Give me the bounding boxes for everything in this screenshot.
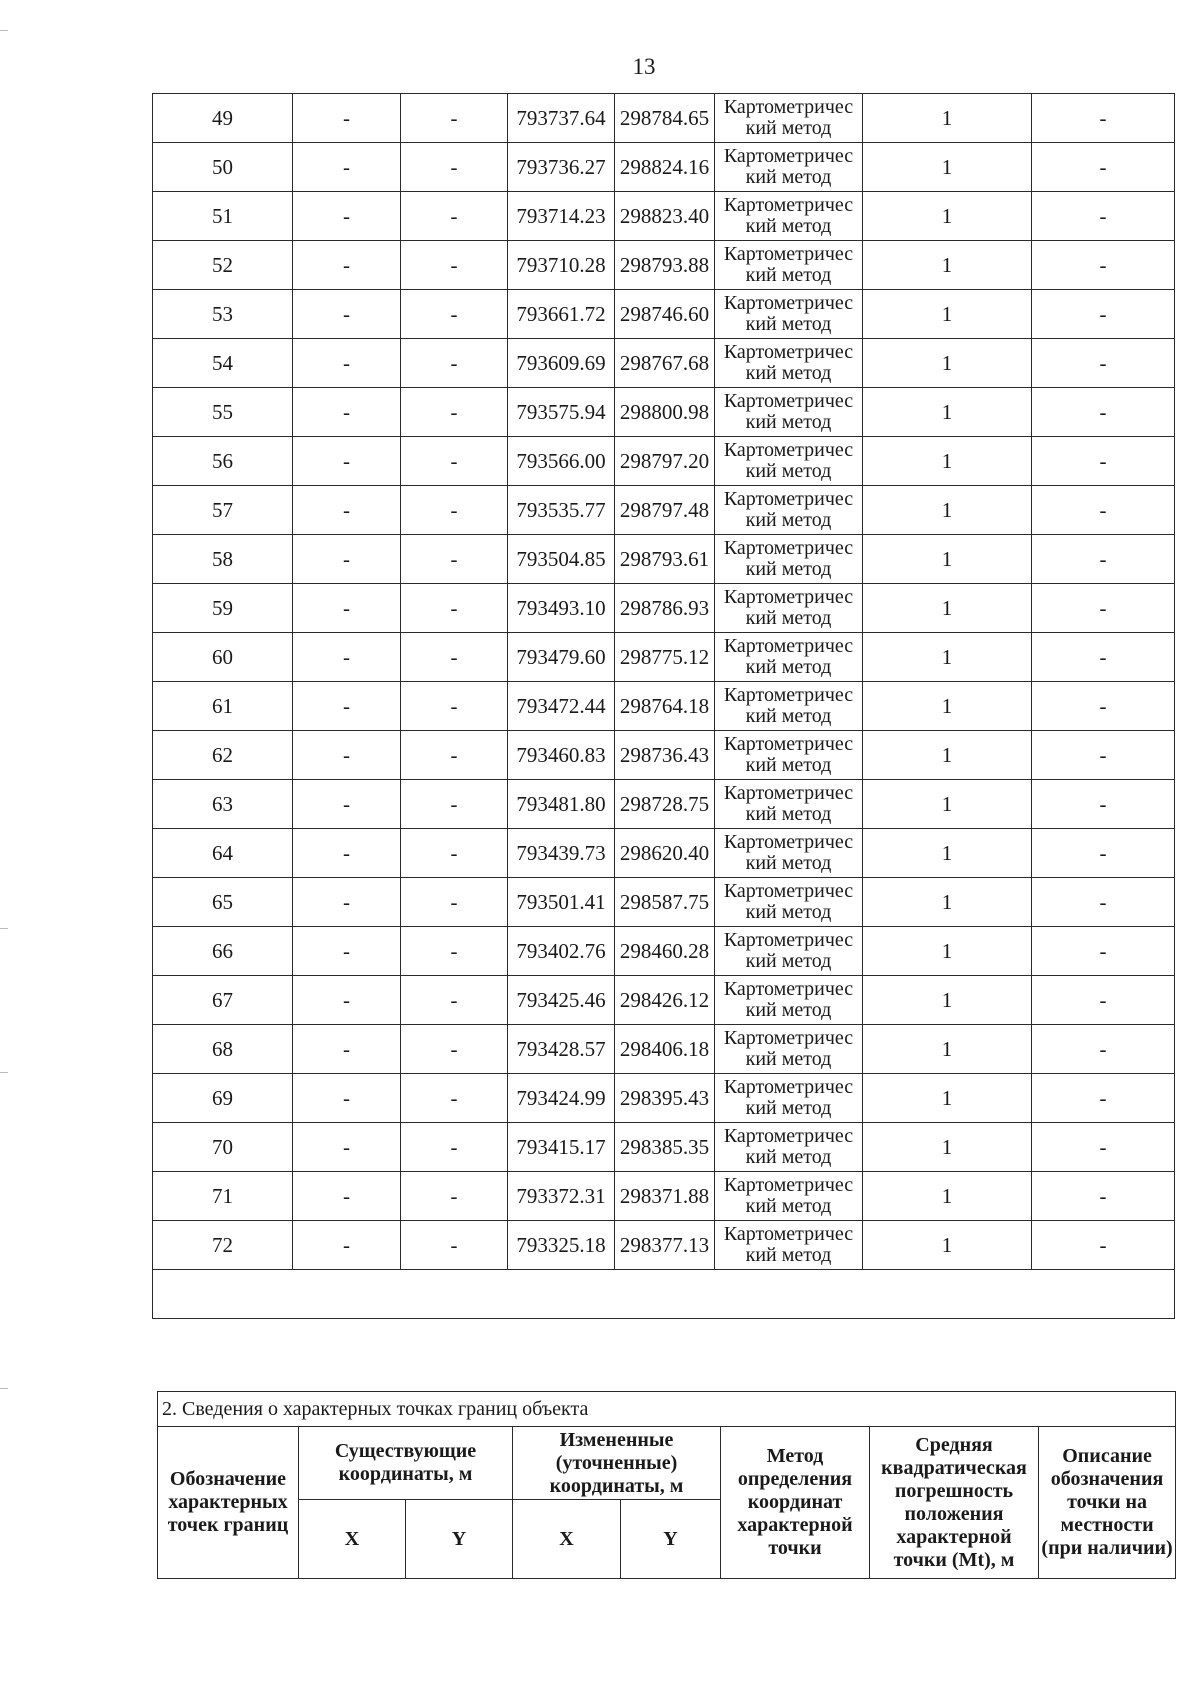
cell-changed-y: 298746.60 <box>615 290 715 339</box>
header-mean-error: Средняя квадратическая погрешность положения характерной точки (Mt), м <box>870 1427 1039 1579</box>
cell-point-number: 67 <box>153 976 293 1025</box>
cell-description: - <box>1032 1221 1175 1270</box>
cell-description: - <box>1032 682 1175 731</box>
cell-changed-y: 298587.75 <box>615 878 715 927</box>
cell-description: - <box>1032 192 1175 241</box>
table-row <box>153 339 1175 388</box>
cell-changed-x: 793566.00 <box>508 437 615 486</box>
cell-mean-error: 1 <box>863 633 1032 682</box>
cell-changed-x: 793575.94 <box>508 388 615 437</box>
cell-mean-error: 1 <box>863 927 1032 976</box>
table-row <box>153 927 1175 976</box>
cell-existing-y: - <box>401 1221 508 1270</box>
cell-method: Картометричес кий метод <box>715 1123 863 1172</box>
cell-changed-x: 793402.76 <box>508 927 615 976</box>
cell-mean-error: 1 <box>863 731 1032 780</box>
cell-mean-error: 1 <box>863 437 1032 486</box>
cell-changed-y: 298620.40 <box>615 829 715 878</box>
cell-changed-x: 793460.83 <box>508 731 615 780</box>
header-changed-x: X <box>513 1500 621 1579</box>
cell-mean-error: 1 <box>863 1074 1032 1123</box>
cell-mean-error: 1 <box>863 829 1032 878</box>
cell-method: Картометричес кий метод <box>715 829 863 878</box>
table-row <box>153 486 1175 535</box>
cell-method: Картометричес кий метод <box>715 927 863 976</box>
cell-changed-x: 793504.85 <box>508 535 615 584</box>
cell-existing-x: - <box>293 1172 401 1221</box>
cell-changed-x: 793372.31 <box>508 1172 615 1221</box>
cell-existing-x: - <box>293 535 401 584</box>
boundary-points-table <box>157 1391 1176 1579</box>
coordinates-table-continued <box>152 93 1175 1319</box>
cell-existing-y: - <box>401 486 508 535</box>
cell-method: Картометричес кий метод <box>715 388 863 437</box>
cell-changed-x: 793481.80 <box>508 780 615 829</box>
cell-method: Картометричес кий метод <box>715 437 863 486</box>
cell-changed-x: 793737.64 <box>508 94 615 143</box>
cell-description: - <box>1032 1074 1175 1123</box>
cell-method: Картометричес кий метод <box>715 1221 863 1270</box>
cell-existing-x: - <box>293 878 401 927</box>
cell-changed-x: 793710.28 <box>508 241 615 290</box>
cell-existing-y: - <box>401 731 508 780</box>
cell-description: - <box>1032 976 1175 1025</box>
cell-changed-y: 298786.93 <box>615 584 715 633</box>
cell-description: - <box>1032 535 1175 584</box>
table-row <box>153 584 1175 633</box>
cell-changed-x: 793415.17 <box>508 1123 615 1172</box>
cell-point-number: 68 <box>153 1025 293 1074</box>
cell-point-number: 53 <box>153 290 293 339</box>
cell-description: - <box>1032 290 1175 339</box>
cell-existing-x: - <box>293 290 401 339</box>
cell-existing-y: - <box>401 633 508 682</box>
cell-existing-x: - <box>293 1221 401 1270</box>
cell-point-number: 58 <box>153 535 293 584</box>
cell-changed-x: 793535.77 <box>508 486 615 535</box>
cell-changed-x: 793479.60 <box>508 633 615 682</box>
cell-existing-x: - <box>293 780 401 829</box>
cell-mean-error: 1 <box>863 878 1032 927</box>
cell-existing-x: - <box>293 486 401 535</box>
cell-changed-y: 298775.12 <box>615 633 715 682</box>
table-row <box>153 1025 1175 1074</box>
table-row <box>153 780 1175 829</box>
cell-method: Картометричес кий метод <box>715 143 863 192</box>
cell-changed-y: 298764.18 <box>615 682 715 731</box>
cell-changed-x: 793714.23 <box>508 192 615 241</box>
cell-existing-x: - <box>293 927 401 976</box>
cell-method: Картометричес кий метод <box>715 633 863 682</box>
cell-existing-x: - <box>293 339 401 388</box>
cell-changed-y: 298797.20 <box>615 437 715 486</box>
cell-point-number: 72 <box>153 1221 293 1270</box>
cell-method: Картометричес кий метод <box>715 1172 863 1221</box>
cell-existing-y: - <box>401 1025 508 1074</box>
cell-description: - <box>1032 437 1175 486</box>
cell-changed-y: 298377.13 <box>615 1221 715 1270</box>
cell-method: Картометричес кий метод <box>715 1025 863 1074</box>
cell-existing-x: - <box>293 829 401 878</box>
cell-existing-x: - <box>293 143 401 192</box>
cell-existing-x: - <box>293 584 401 633</box>
cell-point-number: 60 <box>153 633 293 682</box>
cell-changed-y: 298823.40 <box>615 192 715 241</box>
cell-point-number: 59 <box>153 584 293 633</box>
cell-mean-error: 1 <box>863 1172 1032 1221</box>
cell-method: Картометричес кий метод <box>715 192 863 241</box>
cell-existing-y: - <box>401 290 508 339</box>
cell-existing-y: - <box>401 535 508 584</box>
cell-description: - <box>1032 94 1175 143</box>
table-row <box>153 241 1175 290</box>
cell-mean-error: 1 <box>863 486 1032 535</box>
cell-point-number: 56 <box>153 437 293 486</box>
cell-point-number: 64 <box>153 829 293 878</box>
cell-existing-y: - <box>401 682 508 731</box>
cell-description: - <box>1032 388 1175 437</box>
cell-point-number: 62 <box>153 731 293 780</box>
table-row <box>153 1123 1175 1172</box>
table-row <box>153 878 1175 927</box>
cell-mean-error: 1 <box>863 976 1032 1025</box>
cell-existing-x: - <box>293 682 401 731</box>
cell-existing-y: - <box>401 241 508 290</box>
cell-existing-x: - <box>293 731 401 780</box>
cell-mean-error: 1 <box>863 1221 1032 1270</box>
cell-point-number: 70 <box>153 1123 293 1172</box>
header-changed-y: Y <box>621 1500 721 1579</box>
cell-description: - <box>1032 633 1175 682</box>
table-row <box>153 633 1175 682</box>
cell-mean-error: 1 <box>863 290 1032 339</box>
cell-method: Картометричес кий метод <box>715 94 863 143</box>
table-row <box>153 290 1175 339</box>
cell-description: - <box>1032 584 1175 633</box>
cell-point-number: 55 <box>153 388 293 437</box>
table-row <box>153 192 1175 241</box>
cell-description: - <box>1032 143 1175 192</box>
cell-mean-error: 1 <box>863 388 1032 437</box>
cell-description: - <box>1032 241 1175 290</box>
cell-existing-x: - <box>293 437 401 486</box>
cell-point-number: 66 <box>153 927 293 976</box>
cell-changed-y: 298824.16 <box>615 143 715 192</box>
cell-existing-y: - <box>401 1123 508 1172</box>
cell-changed-x: 793501.41 <box>508 878 615 927</box>
cell-mean-error: 1 <box>863 143 1032 192</box>
cell-changed-y: 298460.28 <box>615 927 715 976</box>
cell-method: Картометричес кий метод <box>715 682 863 731</box>
cell-point-number: 63 <box>153 780 293 829</box>
cell-existing-y: - <box>401 584 508 633</box>
cell-point-number: 69 <box>153 1074 293 1123</box>
cell-method: Картометричес кий метод <box>715 584 863 633</box>
cell-point-number: 65 <box>153 878 293 927</box>
cell-changed-y: 298784.65 <box>615 94 715 143</box>
cell-changed-y: 298793.61 <box>615 535 715 584</box>
cell-method: Картометричес кий метод <box>715 486 863 535</box>
cell-changed-x: 793661.72 <box>508 290 615 339</box>
table-row <box>153 94 1175 143</box>
empty-cell <box>153 1270 1175 1319</box>
cell-changed-y: 298728.75 <box>615 780 715 829</box>
cell-point-number: 52 <box>153 241 293 290</box>
cell-method: Картометричес кий метод <box>715 290 863 339</box>
section-title: 2. Сведения о характерных точках границ объекта <box>158 1392 1176 1427</box>
cell-existing-y: - <box>401 388 508 437</box>
page-number: 13 <box>632 54 656 79</box>
cell-description: - <box>1032 927 1175 976</box>
cell-method: Картометричес кий метод <box>715 535 863 584</box>
cell-point-number: 71 <box>153 1172 293 1221</box>
cell-mean-error: 1 <box>863 192 1032 241</box>
cell-point-number: 51 <box>153 192 293 241</box>
cell-existing-x: - <box>293 94 401 143</box>
cell-changed-y: 298426.12 <box>615 976 715 1025</box>
cell-existing-y: - <box>401 1074 508 1123</box>
cell-existing-y: - <box>401 1172 508 1221</box>
cell-changed-y: 298406.18 <box>615 1025 715 1074</box>
cell-method: Картометричес кий метод <box>715 976 863 1025</box>
cell-existing-y: - <box>401 339 508 388</box>
header-method: Метод определения координат характерной точки <box>721 1427 870 1579</box>
cell-changed-y: 298395.43 <box>615 1074 715 1123</box>
cell-mean-error: 1 <box>863 535 1032 584</box>
cell-description: - <box>1032 339 1175 388</box>
cell-changed-x: 793493.10 <box>508 584 615 633</box>
cell-description: - <box>1032 731 1175 780</box>
cell-changed-x: 793609.69 <box>508 339 615 388</box>
cell-mean-error: 1 <box>863 1123 1032 1172</box>
cell-description: - <box>1032 829 1175 878</box>
cell-point-number: 50 <box>153 143 293 192</box>
cell-existing-x: - <box>293 976 401 1025</box>
cell-description: - <box>1032 486 1175 535</box>
cell-changed-y: 298797.48 <box>615 486 715 535</box>
cell-description: - <box>1032 1123 1175 1172</box>
header-designation: Обозначение характерных точек границ <box>158 1427 299 1579</box>
cell-changed-y: 298800.98 <box>615 388 715 437</box>
cell-method: Картометричес кий метод <box>715 339 863 388</box>
table-row <box>153 1221 1175 1270</box>
cell-changed-x: 793439.73 <box>508 829 615 878</box>
cell-method: Картометричес кий метод <box>715 1074 863 1123</box>
cell-changed-x: 793428.57 <box>508 1025 615 1074</box>
cell-mean-error: 1 <box>863 1025 1032 1074</box>
cell-method: Картометричес кий метод <box>715 731 863 780</box>
cell-existing-x: - <box>293 1123 401 1172</box>
cell-existing-y: - <box>401 192 508 241</box>
cell-existing-x: - <box>293 241 401 290</box>
table-row <box>153 682 1175 731</box>
cell-changed-x: 793425.46 <box>508 976 615 1025</box>
header-description: Описание обозначения точки на местности (при наличии) <box>1039 1427 1176 1579</box>
cell-existing-x: - <box>293 1025 401 1074</box>
cell-existing-y: - <box>401 927 508 976</box>
cell-existing-x: - <box>293 633 401 682</box>
cell-changed-y: 298371.88 <box>615 1172 715 1221</box>
cell-changed-x: 793424.99 <box>508 1074 615 1123</box>
cell-method: Картометричес кий метод <box>715 780 863 829</box>
table-row <box>153 143 1175 192</box>
cell-existing-x: - <box>293 388 401 437</box>
cell-mean-error: 1 <box>863 584 1032 633</box>
cell-changed-y: 298385.35 <box>615 1123 715 1172</box>
header-existing-y: Y <box>406 1500 513 1579</box>
cell-method: Картометричес кий метод <box>715 241 863 290</box>
cell-description: - <box>1032 1172 1175 1221</box>
table-row <box>153 829 1175 878</box>
cell-changed-y: 298736.43 <box>615 731 715 780</box>
header-changed-coordinates: Измененные (уточненные) координаты, м <box>513 1427 721 1500</box>
cell-mean-error: 1 <box>863 682 1032 731</box>
cell-existing-y: - <box>401 878 508 927</box>
cell-changed-y: 298767.68 <box>615 339 715 388</box>
cell-description: - <box>1032 780 1175 829</box>
cell-existing-y: - <box>401 780 508 829</box>
table-row <box>153 731 1175 780</box>
cell-existing-y: - <box>401 437 508 486</box>
cell-existing-x: - <box>293 192 401 241</box>
cell-point-number: 54 <box>153 339 293 388</box>
cell-mean-error: 1 <box>863 339 1032 388</box>
cell-changed-y: 298793.88 <box>615 241 715 290</box>
cell-method: Картометричес кий метод <box>715 878 863 927</box>
header-existing-x: X <box>299 1500 406 1579</box>
coordinates-table-body <box>153 94 1175 1319</box>
table-row <box>153 535 1175 584</box>
cell-point-number: 61 <box>153 682 293 731</box>
cell-existing-y: - <box>401 143 508 192</box>
header-existing-coordinates: Существующие координаты, м <box>299 1427 513 1500</box>
cell-description: - <box>1032 878 1175 927</box>
cell-existing-y: - <box>401 829 508 878</box>
cell-changed-x: 793472.44 <box>508 682 615 731</box>
table-row <box>153 388 1175 437</box>
cell-existing-y: - <box>401 976 508 1025</box>
cell-changed-x: 793325.18 <box>508 1221 615 1270</box>
cell-point-number: 57 <box>153 486 293 535</box>
table-row <box>153 437 1175 486</box>
table-row <box>153 1172 1175 1221</box>
cell-mean-error: 1 <box>863 780 1032 829</box>
table-row <box>153 976 1175 1025</box>
empty-row <box>153 1270 1175 1319</box>
table-row <box>153 1074 1175 1123</box>
cell-description: - <box>1032 1025 1175 1074</box>
cell-mean-error: 1 <box>863 241 1032 290</box>
cell-point-number: 49 <box>153 94 293 143</box>
cell-mean-error: 1 <box>863 94 1032 143</box>
cell-existing-y: - <box>401 94 508 143</box>
cell-existing-x: - <box>293 1074 401 1123</box>
cell-changed-x: 793736.27 <box>508 143 615 192</box>
